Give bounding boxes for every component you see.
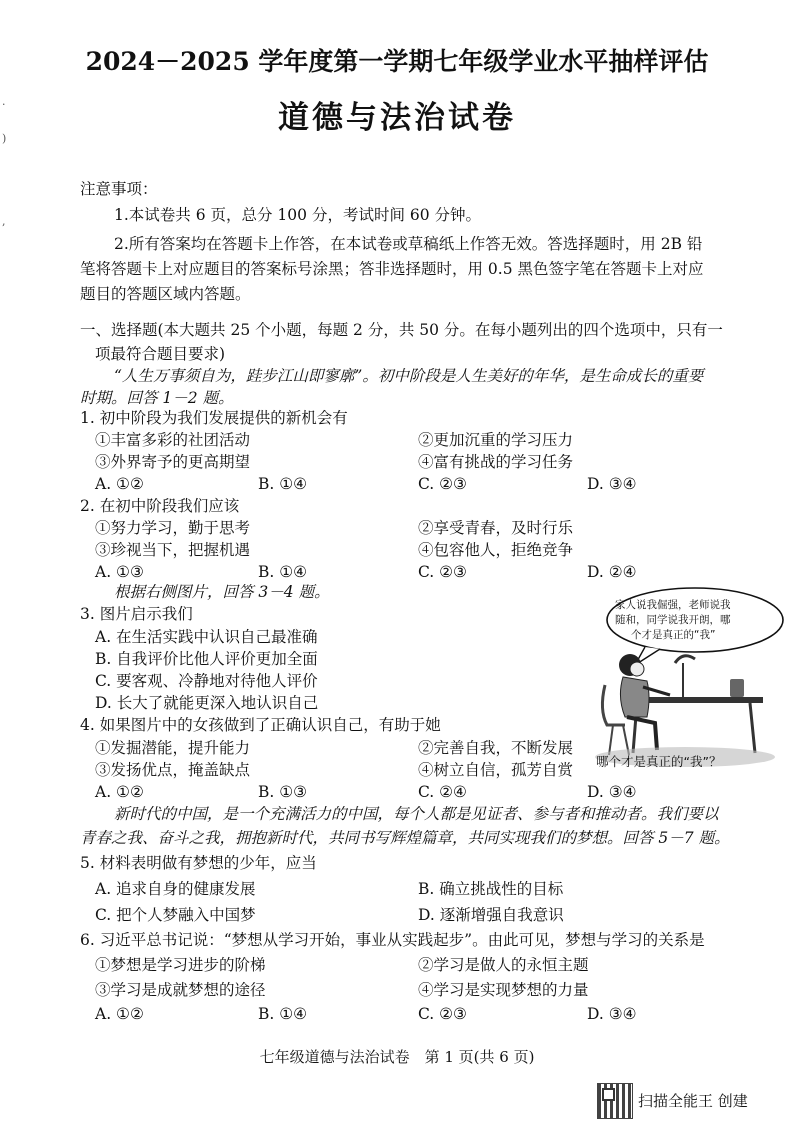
q1-option-3: ③外界寄予的更高期望 [95,453,251,471]
bubble-text-line1: 家人说我倔强，老师说我 [615,599,731,611]
illustration-caption: 哪个才是真正的“我”？ [596,754,722,769]
q4-choice-d: D. ③④ [587,783,637,801]
material3-line2: 青春之我、奋斗之我，拥抱新时代，共同书写辉煌篇章，共同实现我们的梦想。回答 5－7 题。 [80,829,730,847]
material1-line2: 时期。回答 1－2 题。 [80,389,234,407]
q2-stem: 2. 在初中阶段我们应该 [80,497,240,515]
q3-choice-a: A. 在生活实践中认识自己最准确 [95,628,318,646]
q4-option-1: ①发掘潜能，提升能力 [95,739,251,757]
q1-option-2: ②更加沉重的学习压力 [418,431,574,449]
q3-choice-d: D. 长大了就能更深入地认识自己 [95,694,319,712]
material3-line1: 新时代的中国，是一个充满活力的中国，每个人都是见证者、参与者和推动者。我们要以 [114,805,719,823]
q2-option-1: ①努力学习，勤于思考 [95,519,251,537]
bubble-text-line2: 随和，同学说我开朗，哪 [615,614,731,626]
q1-option-1: ①丰富多彩的社团活动 [95,431,251,449]
exam-title-line1: 2024－2025 学年度第一学期七年级学业水平抽样评估 [85,47,709,76]
q6-choice-b: B. ①④ [258,1005,308,1023]
q1-choice-a: A. ①② [95,475,144,493]
q1-choice-c: C. ②③ [418,475,467,493]
q4-option-3: ③发扬优点，掩盖缺点 [95,761,251,779]
q6-stem: 6. 习近平总书记说：“梦想从学习开始，事业从实践起步”。由此可见，梦想与学习的关系是 [80,931,705,949]
q6-option-1: ①梦想是学习进步的阶梯 [95,956,266,974]
q3-choice-c: C. 要客观、冷静地对待他人评价 [95,672,318,690]
q2-option-3: ③珍视当下，把握机遇 [95,541,251,559]
section1-heading-line1: 一、选择题(本大题共 25 个小题，每题 2 分，共 50 分。在每小题列出的四个选项中，只有一 [80,321,723,339]
notice-item-2-line2: 笔将答题卡上对应题目的答案标号涂黑；答非选择题时，用 0.5 黑色签字笔在答题卡上对应 [80,260,704,278]
q2-choice-c: C. ②③ [418,563,467,581]
q6-choice-a: A. ①② [95,1005,144,1023]
notice-item-1: 1.本试卷共 6 页，总分 100 分，考试时间 60 分钟。 [114,206,482,224]
q5-choice-a: A. 追求自身的健康发展 [95,880,256,898]
q1-option-4: ④富有挑战的学习任务 [418,453,574,471]
q1-choice-d: D. ③④ [587,475,637,493]
q6-option-3: ③学习是成就梦想的途径 [95,981,266,999]
q3-choice-b: B. 自我评价比他人评价更加全面 [95,650,318,668]
q2-choice-a: A. ①③ [95,563,144,581]
notice-item-2-line3: 题目的答题区域内答题。 [80,285,251,303]
bubble-text-line3: 个才是真正的“我” [631,629,716,641]
margin-mark: , [2,215,6,228]
q2-option-2: ②享受青春，及时行乐 [418,519,574,537]
qr-code-icon [597,1083,633,1119]
q4-choice-c: C. ②④ [418,783,467,801]
q6-choice-d: D. ③④ [587,1005,637,1023]
q2-choice-d: D. ②④ [587,563,637,581]
scanner-watermark: 扫描全能王 创建 [638,1092,748,1110]
q4-choice-b: B. ①③ [258,783,308,801]
notice-heading: 注意事项： [80,180,158,198]
q6-choice-c: C. ②③ [418,1005,467,1023]
cartoon-illustration [585,585,785,775]
q4-stem: 4. 如果图片中的女孩做到了正确认识自己，有助于她 [80,716,441,734]
q3-stem: 3. 图片启示我们 [80,605,193,623]
q4-option-4: ④树立自信，孤芳自赏 [418,761,574,779]
q1-stem: 1. 初中阶段为我们发展提供的新机会有 [80,409,348,427]
q5-stem: 5. 材料表明做有梦想的少年，应当 [80,854,317,872]
q4-choice-a: A. ①② [95,783,144,801]
margin-mark: · [2,98,6,111]
notice-item-2-line1: 2.所有答案均在答题卡上作答，在本试卷或草稿纸上作答无效。答选择题时，用 2B 铅 [114,235,703,253]
material1-line1: “人生万事须自为，跬步江山即寥廓”。初中阶段是人生美好的年华，是生命成长的重要 [114,367,704,385]
q6-option-2: ②学习是做人的永恒主题 [418,956,589,974]
q5-choice-d: D. 逐渐增强自我意识 [418,906,564,924]
q2-choice-b: B. ①④ [258,563,308,581]
q1-choice-b: B. ①④ [258,475,308,493]
q4-option-2: ②完善自我，不断发展 [418,739,574,757]
exam-title-line2: 道德与法治试卷 [278,100,516,136]
section1-heading-line2: 项最符合题目要求) [95,345,226,363]
q6-option-4: ④学习是实现梦想的力量 [418,981,589,999]
q5-choice-b: B. 确立挑战性的目标 [418,880,564,898]
q2-option-4: ④包容他人，拒绝竞争 [418,541,574,559]
margin-mark: ) [2,132,7,145]
page-footer: 七年级道德与法治试卷 第 1 页(共 6 页) [259,1048,535,1066]
q5-choice-c: C. 把个人梦融入中国梦 [95,906,256,924]
material2-line1: 根据右侧图片，回答 3－4 题。 [114,583,330,601]
